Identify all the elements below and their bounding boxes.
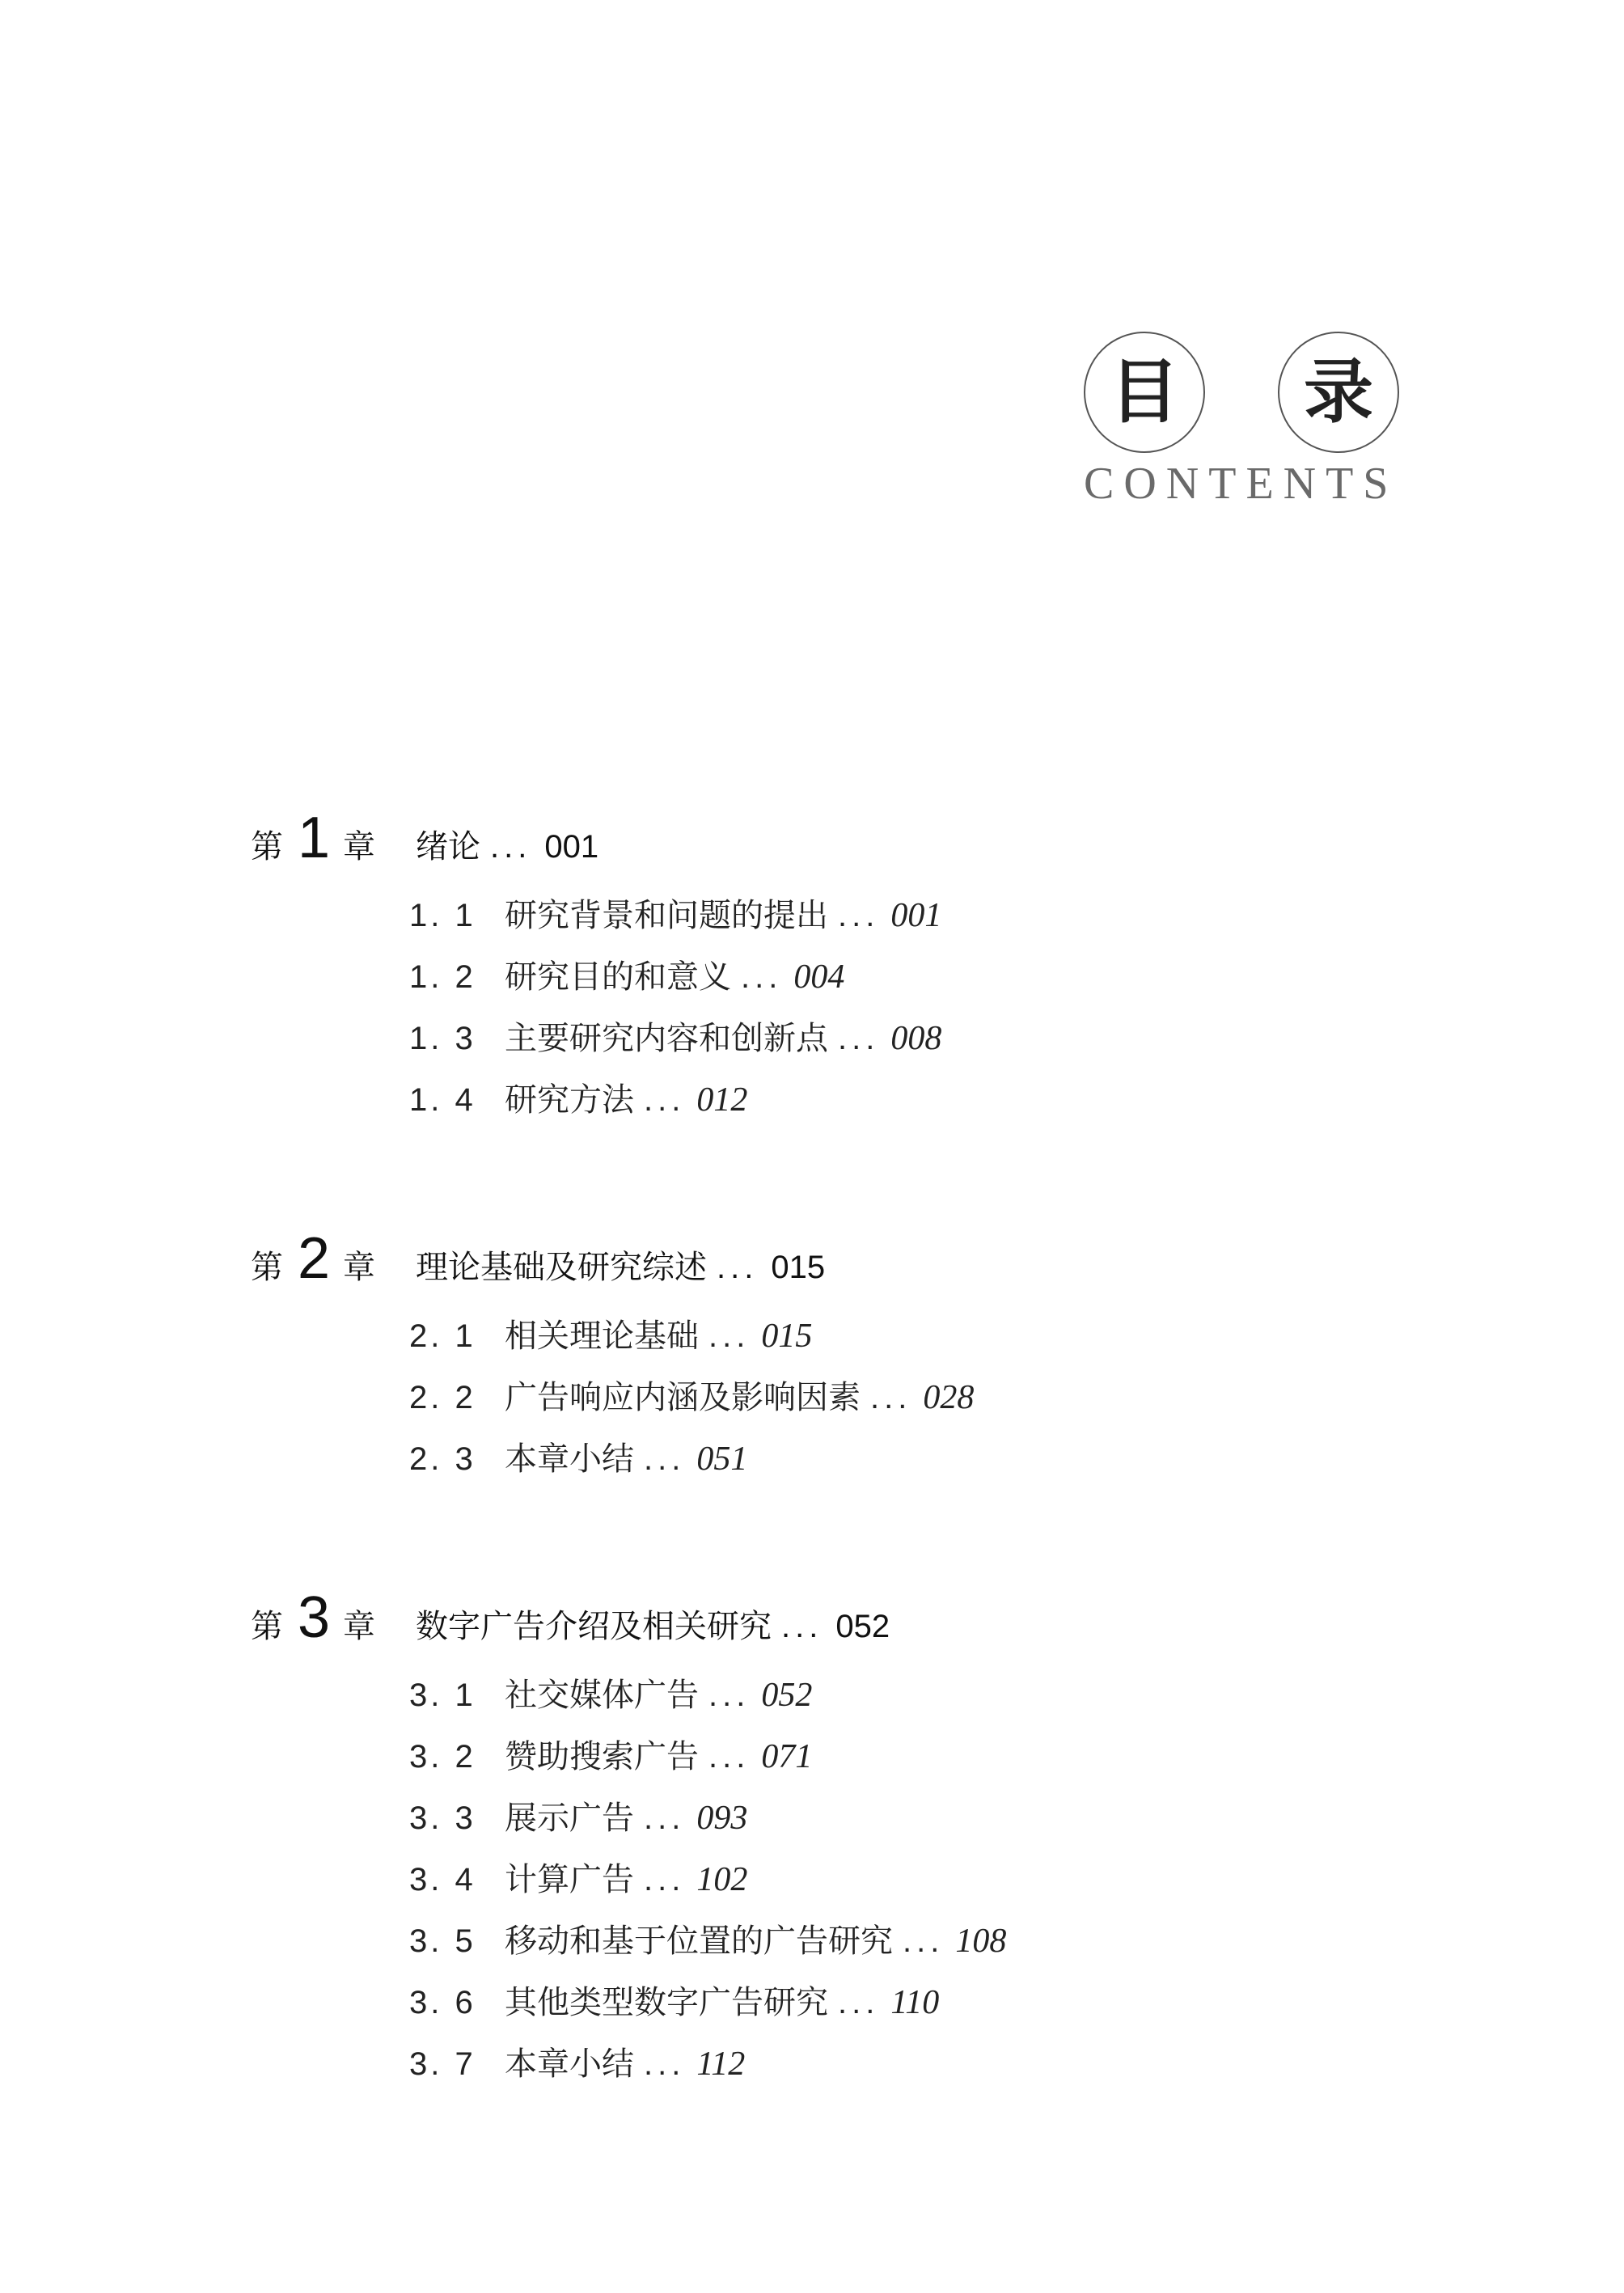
- chapter-prefix: 第: [251, 1608, 283, 1645]
- section-leader-dots: ...: [644, 1082, 686, 1118]
- section-leader-dots: ...: [870, 1380, 912, 1415]
- section-page-number: 110: [890, 1984, 940, 2021]
- section-entry[interactable]: [251, 1372, 1464, 1433]
- section-page-number: 008: [890, 1020, 942, 1057]
- section-leader-dots: ...: [708, 1318, 751, 1354]
- section-title: 计算广告: [505, 1861, 634, 1898]
- section-page-number: 028: [923, 1379, 975, 1416]
- section-entry[interactable]: [251, 1669, 1464, 1731]
- chapter-prefix: 第: [251, 1249, 283, 1286]
- section-title: 其他类型数字广告研究: [505, 1984, 828, 2021]
- section-entry[interactable]: [251, 1854, 1464, 1915]
- section-leader-dots: ...: [644, 1441, 686, 1477]
- section-title: 研究背景和问题的提出: [505, 897, 828, 934]
- section-leader-dots: ...: [838, 1021, 880, 1056]
- section-title: 广告响应内涵及影响因素: [505, 1379, 861, 1416]
- section-page-number: 051: [696, 1441, 748, 1478]
- contents-english-title: CONTENTS: [1084, 459, 1398, 509]
- section-leader-dots: ...: [741, 959, 783, 995]
- section-number: 2. 3: [409, 1441, 476, 1477]
- section-title: 移动和基于位置的广告研究: [505, 1923, 893, 1960]
- section-page-number: 093: [696, 1800, 748, 1837]
- section-entry[interactable]: [251, 1792, 1464, 1854]
- section-page-number: 102: [696, 1861, 748, 1898]
- section-number: 1. 1: [409, 898, 476, 933]
- section-leader-dots: ...: [838, 1985, 880, 2020]
- section-entry[interactable]: [251, 1915, 1464, 1977]
- section-entry[interactable]: [251, 951, 1464, 1013]
- title-char-mu: 目: [1084, 332, 1205, 453]
- section-title: 社交媒体广告: [505, 1677, 699, 1714]
- section-page-number: 052: [761, 1677, 813, 1714]
- chapter-suffix: 章: [343, 828, 376, 865]
- section-leader-dots: ...: [838, 898, 880, 933]
- section-title: 研究方法: [505, 1081, 634, 1119]
- section-leader-dots: ...: [644, 2046, 686, 2082]
- section-page-number: 001: [890, 897, 942, 934]
- title-char-lu: 录: [1278, 332, 1399, 453]
- section-title: 本章小结: [505, 1441, 634, 1478]
- section-title: 相关理论基础: [505, 1318, 699, 1355]
- chapter-number: 2: [298, 1226, 331, 1291]
- chapter-page-number: 001: [544, 829, 599, 865]
- chapter-leader-dots: ...: [717, 1250, 759, 1285]
- section-number: 3. 2: [409, 1739, 476, 1775]
- section-entry[interactable]: [251, 890, 1464, 951]
- section-entry[interactable]: [251, 1731, 1464, 1792]
- chapter-3: [251, 1585, 1464, 2100]
- section-leader-dots: ...: [644, 1800, 686, 1836]
- section-page-number: 112: [696, 2046, 746, 2083]
- section-page-number: 015: [761, 1318, 813, 1355]
- section-number: 1. 3: [409, 1021, 476, 1056]
- section-entry[interactable]: [251, 1977, 1464, 2038]
- section-number: 3. 7: [409, 2046, 476, 2082]
- section-leader-dots: ...: [644, 1862, 686, 1897]
- section-entry[interactable]: [251, 1433, 1464, 1495]
- chapter-title: 理论基础及研究综述: [416, 1249, 708, 1286]
- chapter-heading[interactable]: [251, 1226, 1464, 1310]
- chapter-leader-dots: ...: [490, 829, 532, 865]
- section-number: 3. 4: [409, 1862, 476, 1897]
- section-entry[interactable]: [251, 1310, 1464, 1372]
- chapter-heading[interactable]: [251, 806, 1464, 890]
- section-number: 3. 3: [409, 1800, 476, 1836]
- section-leader-dots: ...: [708, 1677, 751, 1713]
- section-entry[interactable]: [251, 1013, 1464, 1074]
- chapter-number: 3: [298, 1585, 331, 1650]
- chapter-number: 1: [298, 806, 331, 870]
- chapter-page-number: 015: [771, 1250, 826, 1285]
- section-entry[interactable]: [251, 1074, 1464, 1136]
- section-title: 主要研究内容和创新点: [505, 1020, 828, 1057]
- chapter-title: 数字广告介绍及相关研究: [416, 1608, 772, 1645]
- chapter-suffix: 章: [343, 1249, 376, 1286]
- section-number: 3. 6: [409, 1985, 476, 2020]
- section-page-number: 004: [793, 958, 845, 996]
- section-entry[interactable]: [251, 2038, 1464, 2100]
- chapter-heading[interactable]: [251, 1585, 1464, 1669]
- section-leader-dots: ...: [903, 1923, 945, 1959]
- chapter-prefix: 第: [251, 828, 283, 865]
- chapter-page-number: 052: [835, 1609, 890, 1644]
- section-title: 研究目的和意义: [505, 958, 731, 996]
- chapter-suffix: 章: [343, 1608, 376, 1645]
- section-number: 2. 2: [409, 1380, 476, 1415]
- chapter-1: [251, 806, 1464, 1136]
- section-title: 本章小结: [505, 2046, 634, 2083]
- section-title: 展示广告: [505, 1800, 634, 1837]
- section-number: 1. 2: [409, 959, 476, 995]
- table-of-contents: [251, 806, 1464, 2194]
- section-number: 3. 5: [409, 1923, 476, 1959]
- section-page-number: 108: [955, 1923, 1007, 1960]
- toc-header: [1084, 332, 1407, 518]
- section-number: 3. 1: [409, 1677, 476, 1713]
- section-leader-dots: ...: [708, 1739, 751, 1775]
- section-number: 2. 1: [409, 1318, 476, 1354]
- section-title: 赞助搜索广告: [505, 1738, 699, 1775]
- chapter-2: [251, 1226, 1464, 1495]
- section-page-number: 012: [696, 1081, 748, 1119]
- chapter-title: 绪论: [416, 828, 481, 865]
- section-page-number: 071: [761, 1738, 813, 1775]
- section-number: 1. 4: [409, 1082, 476, 1118]
- chapter-leader-dots: ...: [781, 1609, 823, 1644]
